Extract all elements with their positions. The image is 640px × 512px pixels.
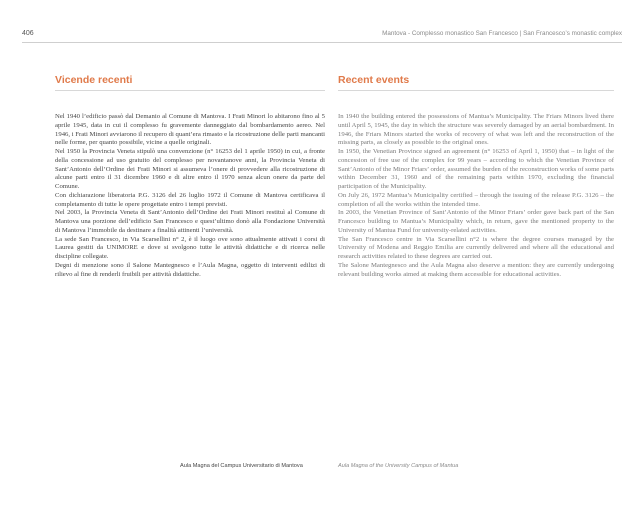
paragraph: On July 26, 1972 Mantua’s Municipality certified – through the issuing of the release P.G. 3126 – the completion of all the works within the intended time. <box>338 191 614 208</box>
page-number: 406 <box>22 30 34 37</box>
paragraph: Nel 2003, la Provincia Veneta di Sant’Antonio dell’Ordine dei Frati Minori restituì al Comune di Mantova una porzione dell’edificio San Francesco e quest’ultimo donò alla Fondazione Università di Mantova l’immobile da destinare a finalità attinenti l’università. <box>55 209 325 234</box>
italian-column <box>55 74 325 279</box>
paragraph: The Salone Mantegnesco and the Aula Magna also deserve a mention: they are currently undergoing relevant building works aimed at making them accessible for educational activities. <box>338 261 614 278</box>
english-column <box>338 74 614 279</box>
italian-body <box>55 113 325 279</box>
paragraph: In 2003, the Venetian Province of Sant’Antonio of the Minor Friars’ order gave back part of the San Francesco building to Mantua’s Municipality which, in return, gave the mentioned property to the University of Mantua Fund for university-related activities. <box>338 209 614 234</box>
header-divider <box>22 42 622 43</box>
section-title-english: Recent events <box>338 74 614 91</box>
english-body <box>338 113 614 279</box>
paragraph: The San Francesco centre in Via Scarsellini n°2 is where the degree courses managed by the University of Modena and Reggio Emilia are currently delivered and where all the educational and research activities related to these degrees are carried out. <box>338 235 614 260</box>
section-title-italian: Vicende recenti <box>55 74 325 91</box>
paragraph: Degni di menzione sono il Salone Mantegnesco e l’Aula Magna, oggetto di interventi edilizi di rilievo al fine di renderli fruibili per attività didattiche. <box>55 261 325 278</box>
paragraph: Nel 1950 la Provincia Veneta stipulò una convenzione (n° 16253 del 1 aprile 1950) in cui, a fronte della concessione ad uso gratuito del complesso per novantanove anni, la Provincia Veneta di Sant’Antonio dell’Ordine dei Frati Minori si assumeva l’onere di provvedere alla ricostruzione di alcune parti entro il 31 dicembre 1960 e di altre entro il 1970 senza alcun onere da parte del Comune. <box>55 148 325 190</box>
paragraph: In 1950, the Venetian Province signed an agreement (n° 16253 of April 1, 1950) that – in light of the concession of free use of the complex for 99 years – according to which the Venetian Province of Sant’Antonio of the Minor Friars’ order, assumed the burden of the reconstruction works of some parts within December 31, 1960 and of the remaining parts within 1970, excluding the financial participation of the Municipality. <box>338 148 614 190</box>
paragraph: La sede San Francesco, in Via Scarsellini n° 2, è il luogo ove sono attualmente attivati i corsi di Laurea gestiti da UNIMORE e dove si svolgono tutte le attività didattiche e di ricerca nelle discipline collegate. <box>55 235 325 260</box>
paragraph: Nel 1940 l’edificio passò dal Demanio al Comune di Mantova. I Frati Minori lo abitarono fino al 5 aprile 1945, data in cui il complesso fu gravemente danneggiato dal bombardamento aereo. Nel 1946, i Frati Minori avviarono il recupero di quant’era rimasto e la ricostruzione delle parti mancanti nelle forme, per quanto possibile, vicine a quelle originali. <box>55 113 326 147</box>
caption-english: Aula Magna of the University Campus of Mantua <box>338 463 459 469</box>
paragraph: In 1940 the building entered the possessions of Mantua’s Municipality. The Friars Minors lived there until April 5, 1945, the day in which the structure was severely damaged by an aerial bombardment. In 1946, the Friars Minors started the works of recovery of what was left and the reconstruction of the missing parts, as closely as possible to the original ones. <box>338 113 614 147</box>
running-head: Mantova - Complesso monastico San Francesco | San Francesco’s monastic complex <box>382 30 622 37</box>
caption-italian: Aula Magna del Campus Universitario di Mantova <box>180 463 303 469</box>
paragraph: Con dichiarazione liberatoria P.G. 3126 del 26 luglio 1972 il Comune di Mantova certificava il completamento di tutte le opere progettate entro i tempi previsti. <box>55 191 325 208</box>
